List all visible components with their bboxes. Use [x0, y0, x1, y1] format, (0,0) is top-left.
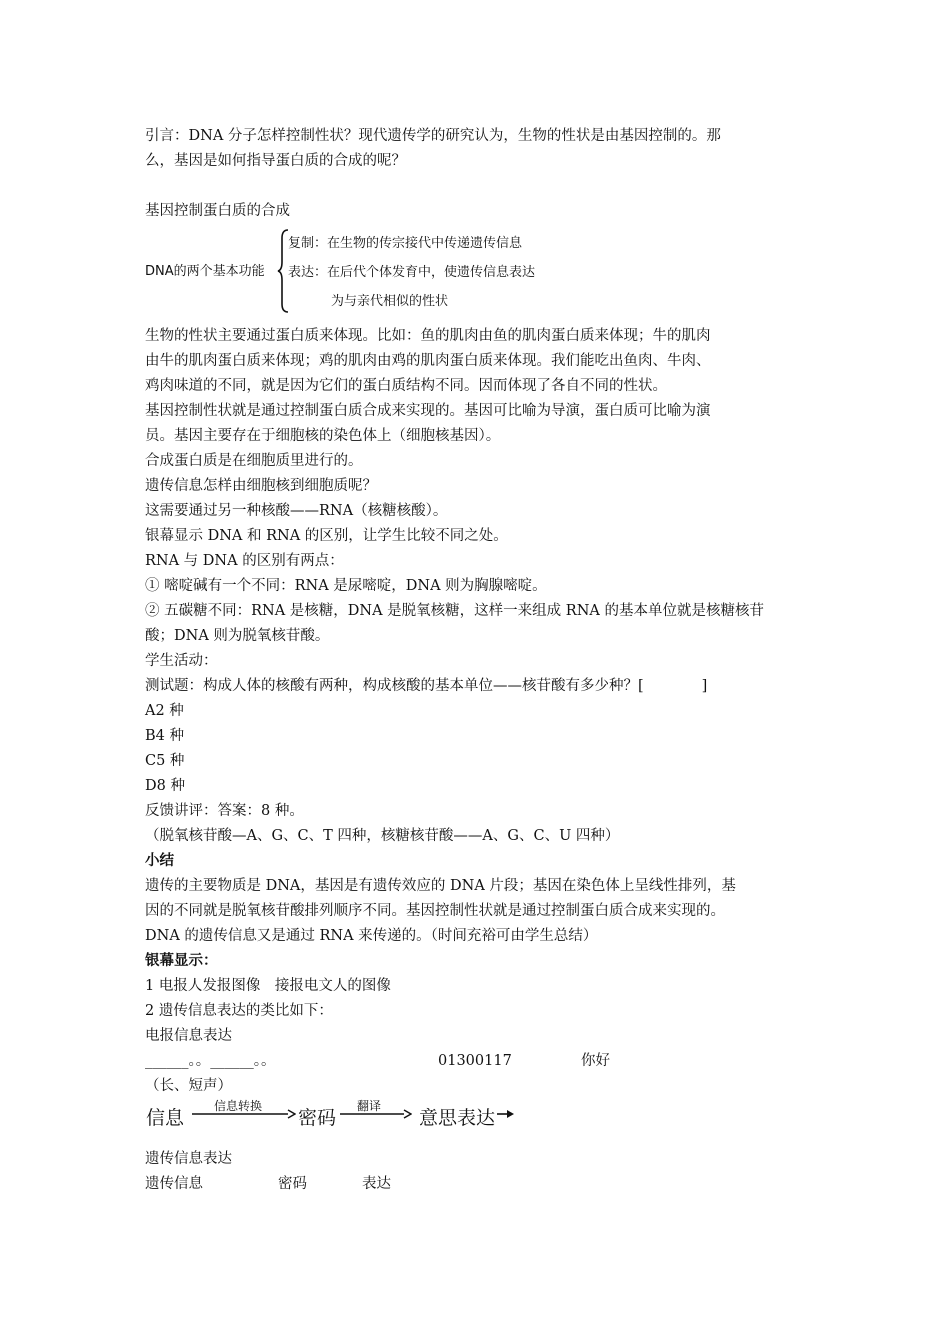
paragraph-2-line-2: 员。基因主要存在于细胞核的染色体上（细胞核基因）。	[145, 428, 501, 444]
difference-2-line-2: 酸；DNA 则为脱氧核苷酸。	[145, 628, 330, 644]
difference-1: ① 嘧啶碱有一个不同：RNA 是尿嘧啶，DNA 则为胸腺嘧啶。	[145, 578, 547, 594]
flow-label-convert: 信息转换	[214, 1099, 263, 1113]
paragraph-1-line-3: 鸡肉味道的不同，就是因为它们的蛋白质结构不同。因而体现了各自不同的性状。	[145, 378, 667, 394]
flow-node-meaning: 意思表达	[419, 1107, 496, 1129]
intro-line-2: 么，基因是如何指导蛋白质的合成的呢？	[145, 153, 406, 169]
telegram-title: 电报信息表达	[145, 1028, 232, 1044]
genetic-title: 遗传信息表达	[145, 1151, 232, 1167]
quiz-question: 测试题：构成人体的核酸有两种，构成核酸的基本单位——核苷酸有多少种？[ ]	[145, 678, 708, 694]
arrow-right-icon	[340, 1108, 412, 1120]
paragraph-2-line-1: 基因控制性状就是通过控制蛋白质合成来实现的。基因可比喻为导演，蛋白质可比喻为演	[145, 403, 711, 419]
paragraph-3: 合成蛋白质是在细胞质里进行的。	[145, 453, 363, 469]
paragraph-4: 遗传信息怎样由细胞核到细胞质呢？	[145, 478, 377, 494]
telegram-signal: ______。。______。。	[145, 1053, 276, 1069]
screen-item-2: 2 遗传信息表达的类比如下：	[145, 1003, 333, 1019]
student-activity: 学生活动：	[145, 653, 218, 669]
quiz-option-b: B4 种	[145, 728, 184, 744]
feedback: 反馈讲评：答案：8 种。	[145, 803, 304, 819]
paragraph-6: 银幕显示 DNA 和 RNA 的区别，让学生比较不同之处。	[145, 528, 508, 544]
flow-node-info: 信息	[146, 1107, 185, 1129]
telegram-code: 01300117	[438, 1053, 512, 1069]
screen-item-1: 1 电报人发报图像 接报电文人的图像	[145, 978, 391, 994]
summary-line-2: 因的不同就是脱氧核苷酸排列顺序不同。基因控制性状就是通过控制蛋白质合成来实现的。	[145, 903, 725, 919]
quiz-option-c: C5 种	[145, 753, 185, 769]
feedback-note: （脱氧核苷酸—A、G、C、T 四种，核糖核苷酸——A、G、C、U 四种）	[145, 828, 620, 844]
telegram-meaning: 你好	[581, 1053, 610, 1069]
quiz-option-a: A2 种	[145, 703, 184, 719]
paragraph-1-line-2: 由牛的肌肉蛋白质来体现；鸡的肌肉由鸡的肌肉蛋白质来体现。我们能吃出鱼肉、牛肉、	[145, 353, 711, 369]
summary-line-1: 遗传的主要物质是 DNA，基因是有遗传效应的 DNA 片段；基因在染色体上呈线性排列，基	[145, 878, 736, 894]
flow-label-translate: 翻译	[357, 1099, 382, 1113]
paragraph-7: RNA 与 DNA 的区别有两点：	[145, 553, 344, 569]
telegram-note: （长、短声）	[145, 1078, 232, 1094]
dna-function-expression: 表达：在后代个体发育中，使遗传信息表达	[288, 265, 536, 280]
paragraph-1-line-1: 生物的性状主要通过蛋白质来体现。比如：鱼的肌肉由鱼的肌肉蛋白质来体现；牛的肌肉	[145, 328, 711, 344]
intro-line-1: 引言：DNA 分子怎样控制性状？现代遗传学的研究认为，生物的性状是由基因控制的。那	[145, 128, 721, 144]
dna-function-replication: 复制：在生物的传宗接代中传递遗传信息	[288, 236, 523, 251]
section-title: 基因控制蛋白质的合成	[145, 203, 290, 219]
flow-node-code: 密码	[298, 1107, 337, 1129]
genetic-col-info: 遗传信息	[145, 1176, 203, 1192]
arrow-right-icon	[192, 1108, 296, 1120]
paragraph-5: 这需要通过另一种核酸——RNA（核糖核酸）。	[145, 503, 448, 519]
genetic-col-expression: 表达	[362, 1176, 391, 1192]
dna-functions-label: DNA的两个基本功能	[145, 264, 265, 279]
screen-title: 银幕显示：	[145, 953, 218, 969]
arrow-right-icon	[497, 1108, 515, 1120]
genetic-col-code: 密码	[278, 1176, 307, 1192]
dna-function-expression-cont: 为与亲代相似的性状	[331, 294, 449, 309]
summary-line-3: DNA 的遗传信息又是通过 RNA 来传递的。（时间充裕可由学生总结）	[145, 928, 598, 944]
difference-2-line-1: ② 五碳糖不同：RNA 是核糖，DNA 是脱氧核糖，这样一来组成 RNA 的基本单位就是核糖核苷	[145, 603, 764, 619]
summary-title: 小结	[145, 853, 174, 869]
quiz-option-d: D8 种	[145, 778, 185, 794]
